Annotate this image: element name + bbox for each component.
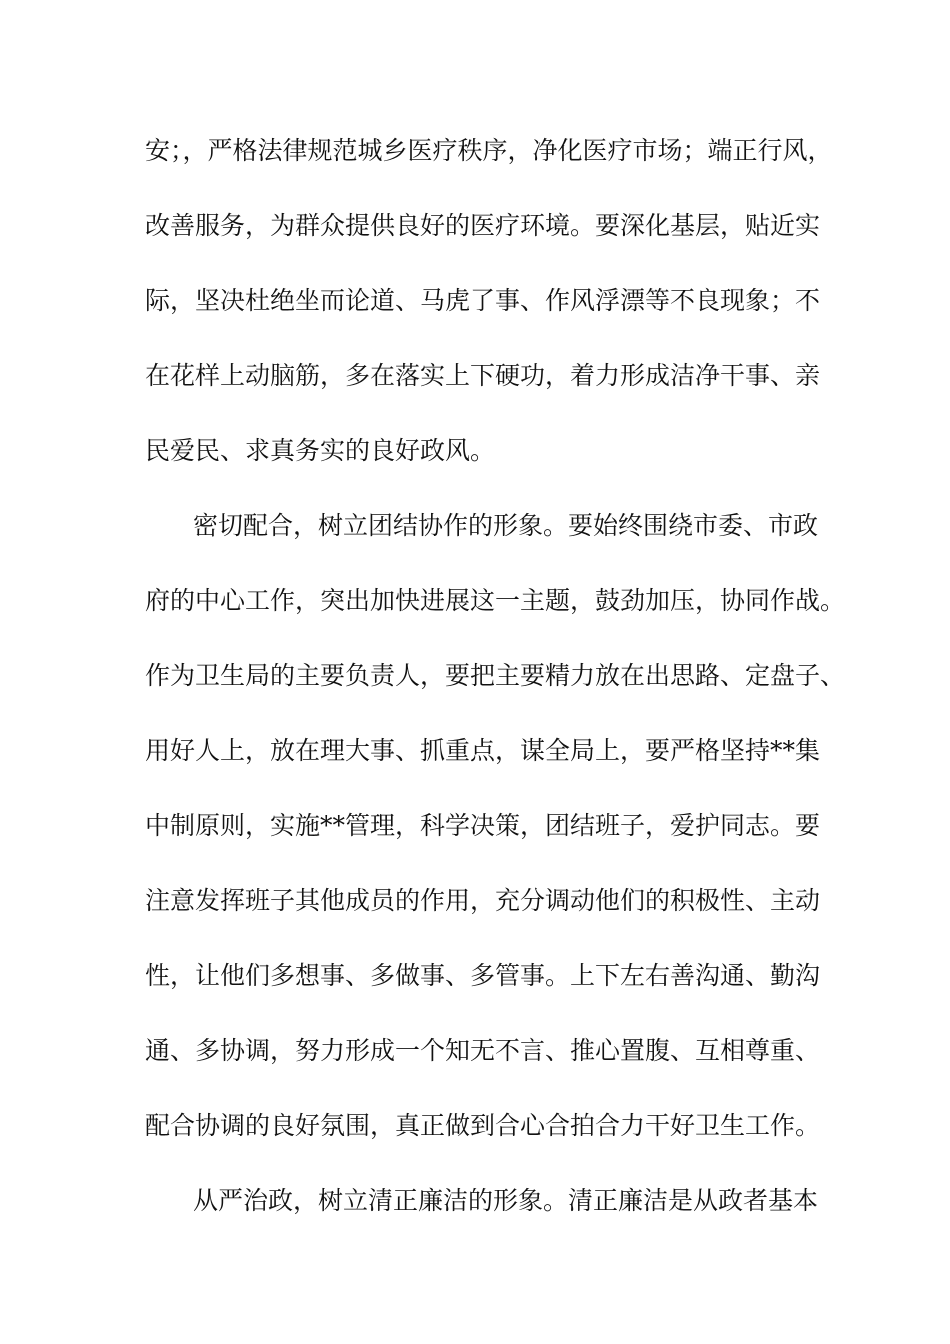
text-line-3: 际，坚决杜绝坐而论道、马虎了事、作风浮漂等不良现象；不 (145, 286, 821, 315)
text-line-15: 从严治政，树立清正廉洁的形象。清正廉洁是从政者基本 (193, 1186, 819, 1215)
text-line-7: 府的中心工作，突出加快进展这一主题，鼓劲加压，协同作战。 (145, 586, 846, 615)
text-line-8: 作为卫生局的主要负责人，要把主要精力放在出思路、定盘子、 (145, 661, 846, 690)
text-line-12: 性，让他们多想事、多做事、多管事。上下左右善沟通、勤沟 (145, 961, 821, 990)
text-line-11: 注意发挥班子其他成员的作用，充分调动他们的积极性、主动 (145, 886, 821, 915)
text-line-9: 用好人上，放在理大事、抓重点，谋全局上，要严格坚持**集 (145, 736, 821, 765)
text-line-14: 配合协调的良好氛围，真正做到合心合拍合力干好卫生工作。 (145, 1111, 821, 1140)
text-line-4: 在花样上动脑筋，多在落实上下硬功，着力形成洁净干事、亲 (145, 361, 821, 390)
text-line-6: 密切配合，树立团结协作的形象。要始终围绕市委、市政 (193, 511, 819, 540)
text-line-1: 安；，严格法律规范城乡医疗秩序，净化医疗市场；端正行风， (145, 136, 833, 165)
text-line-13: 通、多协调，努力形成一个知无不言、推心置腹、互相尊重、 (145, 1036, 821, 1065)
text-line-2: 改善服务，为群众提供良好的医疗环境。要深化基层，贴近实 (145, 211, 821, 240)
text-line-5: 民爱民、求真务实的良好政风。 (145, 436, 496, 465)
text-line-10: 中制原则，实施**管理，科学决策，团结班子，爱护同志。要 (145, 811, 821, 840)
